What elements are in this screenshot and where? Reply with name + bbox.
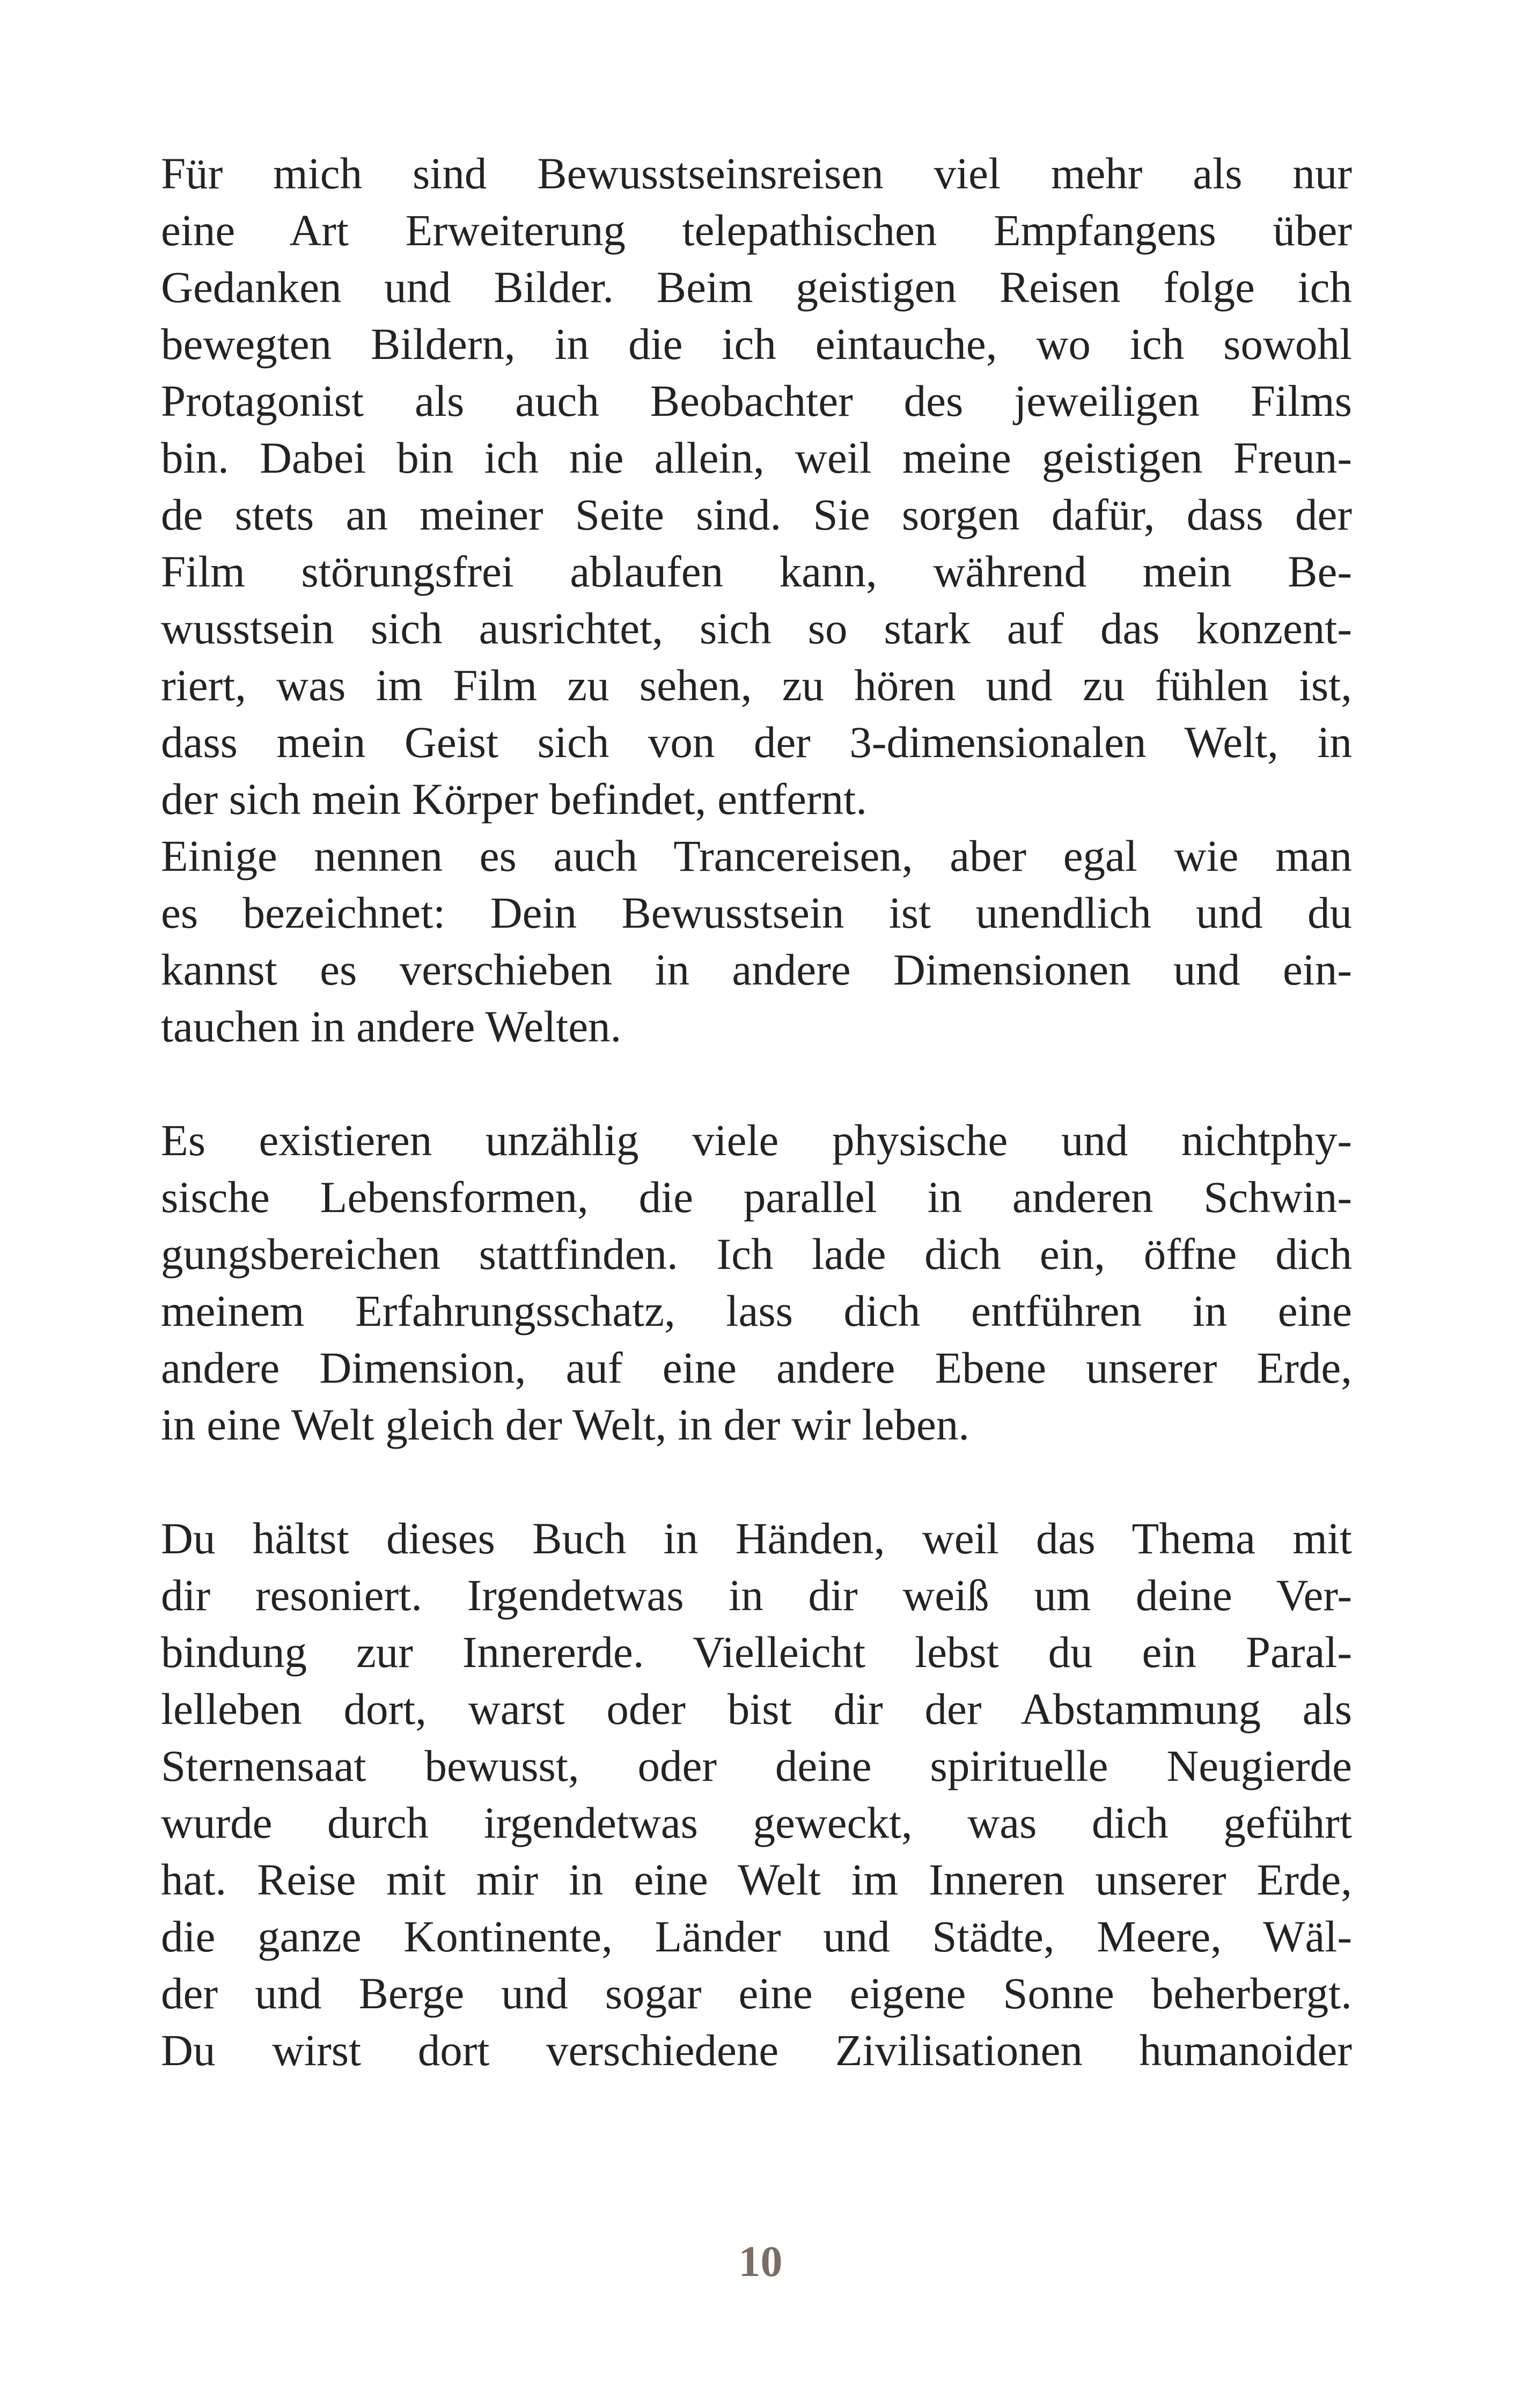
text-line: hat. Reise mit mir in eine Welt im Inneren unserer Erde, <box>161 1855 1352 1904</box>
text-line: dass mein Geist sich von der 3-dimensionalen Welt, in <box>161 717 1352 767</box>
text-line: riert, was im Film zu sehen, zu hören und zu fühlen ist, <box>161 660 1352 710</box>
page-number: 10 <box>738 2237 783 2286</box>
text-line: Es existieren unzählig viele physische und nichtphy- <box>161 1115 1352 1165</box>
text-line: lelleben dort, warst oder bist dir der Abstammung als <box>161 1684 1352 1734</box>
text-line: Sternensaat bewusst, oder deine spirituelle Neugierde <box>161 1741 1352 1790</box>
paragraph <box>161 145 1352 827</box>
text-line: bin. Dabei bin ich nie allein, weil meine geistigen Freun- <box>161 433 1352 482</box>
text-line: bindung zur Innererde. Vielleicht lebst du ein Paral- <box>161 1627 1352 1677</box>
paragraph <box>161 827 1352 1055</box>
paragraph <box>161 1112 1352 1453</box>
text-line: bewegten Bildern, in die ich eintauche, wo ich sowohl <box>161 319 1352 369</box>
text-line: die ganze Kontinente, Länder und Städte, Meere, Wäl- <box>161 1912 1352 1961</box>
paragraph <box>161 1510 1352 2079</box>
text-line: sische Lebensformen, die parallel in anderen Schwin- <box>161 1172 1352 1222</box>
text-line: Du wirst dort verschiedene Zivilisationen humanoider <box>161 2025 1352 2075</box>
text-line: eine Art Erweiterung telepathischen Empfangens über <box>161 205 1352 255</box>
text-line: kannst es verschieben in andere Dimensionen und ein- <box>161 945 1352 994</box>
paragraph-gap <box>161 1055 1352 1112</box>
body-text <box>161 145 1352 2079</box>
text-line: tauchen in andere Welten. <box>161 1002 622 1051</box>
text-line: der sich mein Körper befindet, entfernt. <box>161 774 867 824</box>
text-line: dir resoniert. Irgendetwas in dir weiß um deine Ver- <box>161 1570 1352 1620</box>
paragraph-gap <box>161 1453 1352 1510</box>
text-line: wurde durch irgendetwas geweckt, was dich geführt <box>161 1798 1352 1847</box>
text-line: Für mich sind Bewusstseinsreisen viel mehr als nur <box>161 149 1352 198</box>
text-line: de stets an meiner Seite sind. Sie sorgen dafür, dass der <box>161 490 1352 539</box>
text-line: andere Dimension, auf eine andere Ebene unserer Erde, <box>161 1343 1352 1392</box>
text-line: es bezeichnet: Dein Bewusstsein ist unendlich und du <box>161 888 1352 937</box>
text-line: gungsbereichen stattfinden. Ich lade dich ein, öffne dich <box>161 1229 1352 1279</box>
text-line: Film störungsfrei ablaufen kann, während mein Be- <box>161 547 1352 596</box>
text-line: meinem Erfahrungsschatz, lass dich entführen in eine <box>161 1286 1352 1335</box>
text-line: Protagonist als auch Beobachter des jeweiligen Films <box>161 376 1352 425</box>
text-line: Gedanken und Bilder. Beim geistigen Reisen folge ich <box>161 262 1352 312</box>
text-line: wusstsein sich ausrichtet, sich so stark auf das konzent- <box>161 604 1352 653</box>
text-line: der und Berge und sogar eine eigene Sonne beherbergt. <box>161 1969 1352 2018</box>
text-line: Einige nennen es auch Trancereisen, aber egal wie man <box>161 831 1352 880</box>
text-line: in eine Welt gleich der Welt, in der wir leben. <box>161 1400 970 1449</box>
text-line: Du hältst dieses Buch in Händen, weil das Thema mit <box>161 1514 1352 1563</box>
